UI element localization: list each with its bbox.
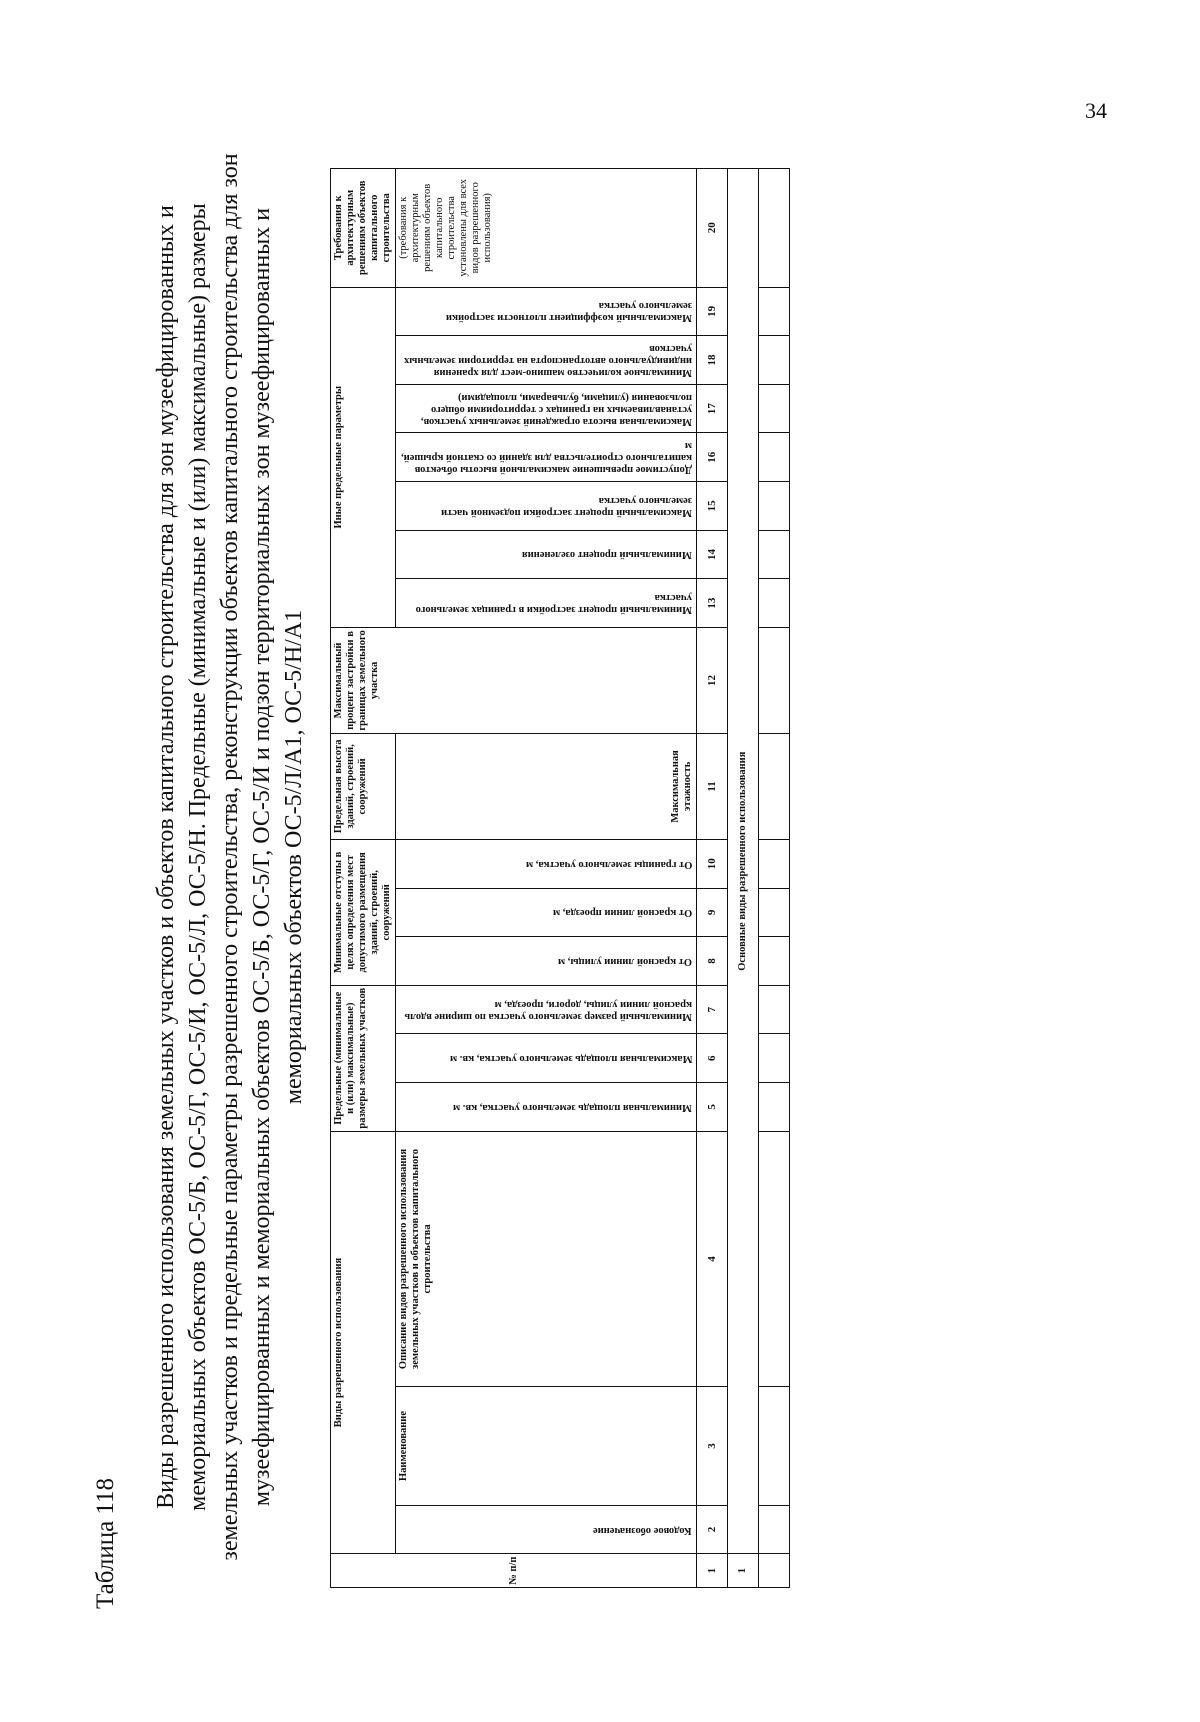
column-numbers-row: [697, 169, 728, 1588]
col-number: 16: [697, 433, 728, 482]
setbacks-group-header: Минимальные отступы в целях определения мест допустимого размещения зданий, строений, сооружений: [331, 839, 396, 985]
col-number: 12: [697, 627, 728, 733]
col-number: 14: [697, 530, 728, 579]
types-group-header: Виды разрешенного использования: [331, 1131, 396, 1554]
col17-header: Максимальная высота ограждений земельных участков, устанавливаемых на границах с территориями общего пользования (улицами, бульварами, площадями): [396, 384, 697, 433]
max-area-header: Максимальная площадь земельного участка, кв. м: [396, 1034, 697, 1083]
page-number: 34: [1085, 98, 1107, 123]
col-number: 15: [697, 482, 728, 531]
col-number: 5: [697, 1083, 728, 1132]
col-number: 20: [697, 169, 728, 288]
col-number: 18: [697, 336, 728, 385]
col-number: 6: [697, 1034, 728, 1083]
code-header: Кодовое обозначение: [396, 1505, 697, 1554]
col-number: 4: [697, 1131, 728, 1387]
col19-header: Максимальный коэффициент плотности застройки земельного участка: [396, 287, 697, 336]
red-drive-header: От красной линии проезда, м: [396, 888, 697, 937]
col-number: 9: [697, 888, 728, 937]
col-number: 13: [697, 579, 728, 628]
col-number: 7: [697, 985, 728, 1034]
desc-header: Описание видов разрешенного использования земельных участков и объектов капитального строительства: [396, 1131, 697, 1387]
col-number: 10: [697, 839, 728, 888]
other-group-header: Иные предельные параметры: [331, 287, 396, 627]
col-number: 1: [697, 1554, 728, 1588]
regulations-table: [330, 168, 790, 1588]
col-number: 2: [697, 1505, 728, 1554]
name-header: Наименование: [396, 1387, 697, 1505]
col16-header: Допустимое превышение максимальной высоты объектов капитального строительства для зданий со скатной крышей, м: [396, 433, 697, 482]
col13-header: Минимальный процент застройки в границах земельного участка: [396, 579, 697, 628]
col-number: 8: [697, 937, 728, 986]
section-number: 1: [728, 1554, 759, 1588]
col14-header: Минимальный процент озеленения: [396, 530, 697, 579]
section-label: Основные виды разрешенного использования: [728, 169, 759, 1554]
col15-header: Максимальный процент застройки подземной части земельного участка: [396, 482, 697, 531]
arch-group-header: Требования к архитектурным решениям объектов капитального строительства: [331, 169, 396, 288]
sizes-group-header: Предельные (минимальные и (или) максимальные) размеры земельных участков: [331, 985, 396, 1131]
col-number: 3: [697, 1387, 728, 1505]
arch-note: (требования к архитектурным решениям объектов капитального строительства установлены для всех видов разрешенного использования): [396, 169, 697, 288]
red-street-header: От красной линии улицы, м: [396, 937, 697, 986]
min-width-header: Минимальный размер земельного участка по ширине вдоль красной линии улицы, дороги, проезда, м: [396, 985, 697, 1034]
col18-header: Минимальное количество машино-мест для хранения индивидуального автотранспорта на территории земельных участков: [396, 336, 697, 385]
col-number: 11: [697, 733, 728, 839]
table-caption: Таблица 118: [92, 1478, 119, 1609]
border-header: От границы земельного участка, м: [396, 839, 697, 888]
col-number: 19: [697, 287, 728, 336]
col-no-header: № п/п: [331, 1554, 697, 1588]
max-build-header: Максимальный процент застройки в границах земельного участка: [331, 627, 697, 733]
col-number: 17: [697, 384, 728, 433]
height-group-header: Предельная высота зданий, строений, сооружений: [331, 733, 396, 839]
min-area-header: Минимальная площадь земельного участка, кв. м: [396, 1083, 697, 1132]
page-title: Виды разрешенного использования земельных участков и объектов капитального строительства для зон музеефицированных и мемориальных объектов ОС-5/Б, ОС-5/Г, ОС-5/И, ОС-5/Л, ОС-5/Н. Предельные (минимальные и (или) максимальные) размеры земельных участков и предельные параметры разрешенного строительства, реконструкции объектов капитального строительства для зон музеефицированных и мемориальных объектов ОС-5/Б, ОС-5/Г, ОС-5/И и подзон территориальных зон музеефицированных и мемориальных объектов ОС-5/Л/А1, ОС-5/Н/А1: [153, 153, 307, 1561]
empty-row: [759, 169, 790, 1588]
section-row: [728, 169, 759, 1588]
floors-header: Максимальная этажность: [396, 733, 697, 839]
